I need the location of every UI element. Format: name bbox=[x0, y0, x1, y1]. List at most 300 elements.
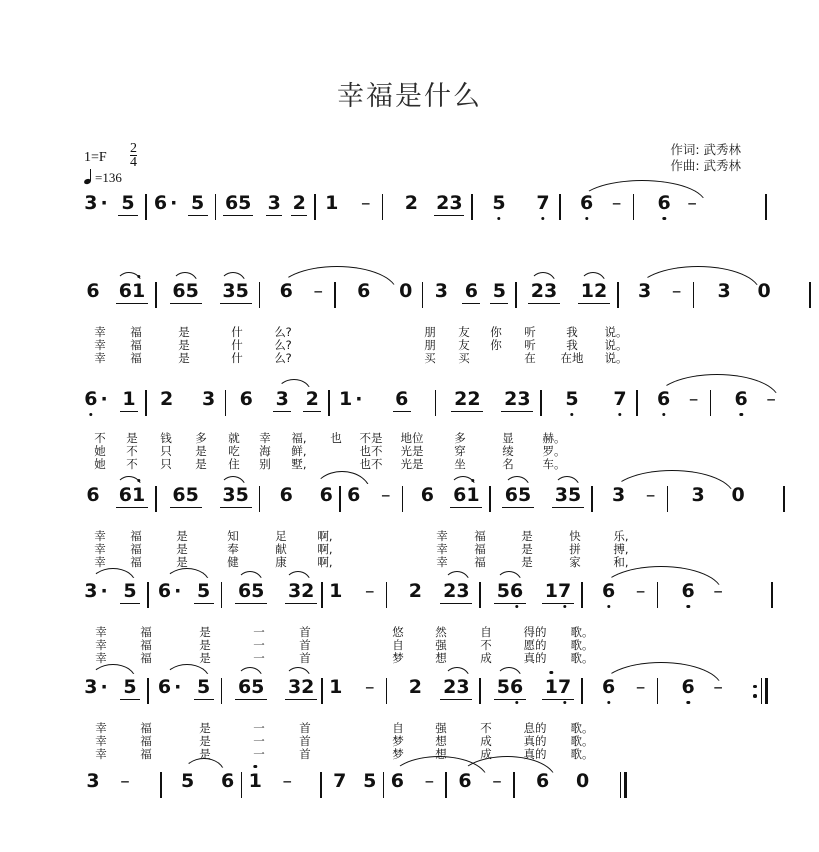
note: 1 bbox=[120, 388, 138, 412]
lyric-cell: 乐, 搏, 和, bbox=[613, 529, 629, 569]
barline bbox=[155, 486, 157, 512]
barline bbox=[145, 194, 147, 220]
lyric-cell: 足 献 康 bbox=[275, 529, 287, 569]
barline bbox=[155, 282, 157, 308]
measure bbox=[267, 484, 335, 506]
barline bbox=[617, 282, 619, 308]
lyric-cell: 自 梦 梦 bbox=[392, 721, 404, 761]
measure bbox=[327, 676, 379, 698]
note-pair: 56 bbox=[494, 676, 526, 700]
note: 3 · bbox=[84, 580, 108, 602]
note-pair: 12 bbox=[578, 280, 610, 304]
meter-denominator: 4 bbox=[130, 155, 137, 170]
measure bbox=[454, 770, 506, 792]
lyric-cell: 不 成 成 bbox=[480, 721, 492, 761]
time-signature bbox=[130, 142, 137, 169]
lyric-cell: 不 她 她 bbox=[94, 431, 106, 471]
lyrics-row bbox=[0, 432, 819, 474]
note: 6 bbox=[279, 280, 293, 302]
note: 6 bbox=[239, 388, 253, 410]
sustain-dash: – bbox=[713, 676, 723, 698]
lyric-cell: 歌。 歌。 歌。 bbox=[570, 721, 594, 761]
measure bbox=[390, 192, 464, 216]
lyric-cell: 是 是 是 bbox=[176, 529, 188, 569]
barline bbox=[591, 486, 593, 512]
measure bbox=[675, 484, 747, 506]
music-line-4 bbox=[0, 484, 819, 572]
lyric-cell: 福 福 福 bbox=[130, 529, 142, 569]
measure bbox=[154, 192, 208, 216]
lyric-cell: 友 友 买 bbox=[458, 325, 470, 365]
note-pair: 23 bbox=[501, 388, 533, 412]
barline bbox=[633, 194, 635, 220]
barline bbox=[540, 390, 542, 416]
lyric-cell: 么? 么? 么? bbox=[274, 325, 292, 365]
barline bbox=[479, 582, 481, 608]
lyrics-row bbox=[0, 530, 819, 572]
note: 6 bbox=[601, 580, 616, 602]
measure bbox=[154, 388, 218, 410]
note-pair: 61 bbox=[116, 484, 148, 508]
note: 3 bbox=[273, 388, 291, 412]
barline bbox=[657, 678, 659, 704]
barline bbox=[581, 582, 583, 608]
meter-numerator: 2 bbox=[130, 141, 137, 156]
measure bbox=[84, 484, 148, 508]
sustain-dash: – bbox=[313, 280, 323, 302]
measure bbox=[488, 580, 574, 604]
music-line-3 bbox=[0, 388, 819, 474]
rest: 0 bbox=[731, 484, 745, 506]
note: 6 · bbox=[157, 676, 182, 698]
measure bbox=[164, 484, 252, 508]
barline bbox=[259, 282, 261, 308]
note-row bbox=[0, 192, 819, 236]
lyric-cell: 显 绫 名 bbox=[502, 431, 514, 471]
measure bbox=[665, 676, 727, 698]
lyric-cell: 什 什 什 bbox=[231, 325, 243, 365]
lyric-cell: 得的 愿的 真的 bbox=[523, 625, 547, 665]
lyric-cell: 是 不 不 bbox=[126, 431, 138, 471]
note-row bbox=[0, 676, 819, 720]
barline bbox=[339, 486, 341, 512]
measure bbox=[645, 388, 703, 410]
note: 1 bbox=[325, 192, 339, 214]
lyrics-row bbox=[0, 326, 819, 368]
lyric-cell: 也 bbox=[330, 431, 342, 445]
measure bbox=[84, 676, 140, 700]
note: 2 bbox=[292, 192, 306, 214]
note: 5 bbox=[188, 192, 208, 216]
key-signature: 1=F bbox=[84, 150, 107, 165]
measure bbox=[410, 484, 482, 508]
sustain-dash: – bbox=[687, 192, 697, 214]
note: 6 bbox=[390, 770, 404, 792]
lyric-cell: 福 福 福 bbox=[140, 625, 152, 665]
barline bbox=[771, 582, 773, 608]
lyric-cell: 息的 真的 真的 bbox=[523, 721, 547, 761]
barline bbox=[667, 486, 669, 512]
lyric-cell: 自 不 成 bbox=[480, 625, 492, 665]
sustain-dash: – bbox=[766, 388, 776, 410]
barline bbox=[147, 678, 149, 704]
sustain-dash: – bbox=[282, 770, 292, 792]
note-pair: 17 bbox=[542, 580, 574, 604]
barline bbox=[321, 582, 323, 608]
barline bbox=[221, 582, 223, 608]
note: 6 bbox=[462, 280, 480, 304]
barline bbox=[147, 582, 149, 608]
note: 3 bbox=[717, 280, 731, 302]
quarter-note-icon bbox=[84, 171, 95, 184]
rest: 0 bbox=[399, 280, 413, 302]
note-pair: 22 bbox=[451, 388, 483, 412]
note: 5 bbox=[118, 192, 138, 216]
note-pair: 23 bbox=[440, 580, 472, 604]
lyric-cell: 幸 海 别 bbox=[259, 431, 271, 471]
barline bbox=[581, 678, 583, 704]
note: 2 bbox=[303, 388, 321, 412]
lyric-cell: 就 吃 住 bbox=[228, 431, 240, 471]
lyric-cell: 福 福 福 bbox=[130, 325, 142, 365]
lyric-cell: 一 一 一 bbox=[253, 625, 265, 665]
note: 3 bbox=[434, 280, 448, 302]
note: 6 bbox=[279, 484, 293, 506]
note-row bbox=[0, 280, 819, 324]
measure bbox=[600, 484, 660, 506]
measure bbox=[229, 580, 317, 604]
measure bbox=[156, 580, 214, 604]
measure bbox=[169, 770, 237, 792]
note-pair: 65 bbox=[224, 192, 252, 214]
note-pair: 23 bbox=[440, 676, 472, 700]
lyric-cell: 是 是 是 bbox=[178, 325, 190, 365]
sustain-dash: – bbox=[611, 192, 622, 214]
measure bbox=[246, 770, 296, 792]
tempo-marking bbox=[84, 170, 122, 186]
lyric-cell: 地位 光是 光是 bbox=[400, 431, 424, 471]
sustain-dash: – bbox=[120, 770, 130, 792]
note: 1 bbox=[329, 676, 343, 698]
sustain-dash: – bbox=[365, 580, 375, 602]
page-title: 幸福是什么 bbox=[337, 81, 482, 112]
repeat-dots bbox=[753, 678, 757, 704]
note: 6 bbox=[681, 676, 695, 698]
note-row bbox=[0, 770, 819, 814]
measure bbox=[84, 192, 138, 216]
lyric-cell: 快 拼 家 bbox=[569, 529, 581, 569]
note: 6 bbox=[601, 676, 616, 698]
measure bbox=[329, 770, 379, 792]
note: 5 bbox=[492, 192, 506, 214]
note: 6 bbox=[535, 770, 550, 792]
barline bbox=[489, 486, 491, 512]
measure bbox=[488, 676, 574, 700]
music-line-2 bbox=[0, 280, 819, 368]
barline bbox=[559, 194, 561, 220]
measure bbox=[568, 192, 626, 214]
measure bbox=[626, 280, 686, 302]
measure bbox=[84, 388, 138, 412]
barline bbox=[513, 772, 515, 798]
note: 2 bbox=[408, 580, 422, 602]
barline bbox=[435, 390, 437, 416]
barline bbox=[765, 194, 767, 220]
barline bbox=[783, 486, 785, 512]
lyric-cell: 知 奉 健 bbox=[227, 529, 239, 569]
note: 6 bbox=[681, 580, 695, 602]
barline bbox=[225, 390, 227, 416]
sustain-dash: – bbox=[635, 580, 646, 602]
note: 5 bbox=[363, 770, 377, 792]
note: 2 bbox=[404, 192, 418, 214]
barline bbox=[334, 282, 336, 308]
lyric-cell: 福 福 福 bbox=[474, 529, 486, 569]
note: 6 bbox=[357, 280, 371, 302]
measure bbox=[665, 580, 727, 602]
measure bbox=[524, 280, 610, 304]
note: 7 bbox=[333, 770, 347, 792]
sustain-dash: – bbox=[381, 484, 391, 506]
note: 3 bbox=[691, 484, 705, 506]
lyrics-row bbox=[0, 626, 819, 668]
barline bbox=[314, 194, 316, 220]
note-pair: 61 bbox=[450, 484, 482, 508]
note: 5 bbox=[180, 770, 195, 792]
lyric-cell: 幸 幸 幸 bbox=[95, 721, 107, 761]
sustain-dash: – bbox=[645, 484, 656, 506]
credits-block bbox=[670, 142, 741, 174]
note: 3 bbox=[86, 770, 100, 792]
note-pair: 23 bbox=[528, 280, 560, 304]
note: 5 bbox=[565, 388, 579, 410]
lyric-cell: 不是 也不 也不 bbox=[359, 431, 383, 471]
lyrics-row bbox=[0, 722, 819, 764]
barline bbox=[221, 678, 223, 704]
music-line-5 bbox=[0, 580, 819, 668]
note: 2 bbox=[159, 388, 174, 410]
lyric-cell: 多 是 是 bbox=[195, 431, 207, 471]
note-pair: 65 bbox=[235, 676, 267, 700]
lyric-cell: 首 首 首 bbox=[299, 625, 311, 665]
barline bbox=[215, 194, 217, 220]
note-pair: 65 bbox=[235, 580, 267, 604]
key-tempo-block bbox=[84, 141, 214, 194]
tempo-value: =136 bbox=[95, 170, 122, 185]
note: 6 bbox=[86, 280, 100, 302]
note-pair: 32 bbox=[285, 580, 317, 604]
note: 6 bbox=[656, 388, 671, 410]
barline bbox=[809, 282, 811, 308]
note: 5 bbox=[194, 676, 214, 700]
sustain-dash: – bbox=[492, 770, 502, 792]
measure bbox=[549, 388, 629, 410]
note-row bbox=[0, 580, 819, 624]
note: 3 bbox=[267, 192, 281, 214]
barline bbox=[515, 282, 517, 308]
barline bbox=[383, 772, 385, 798]
lyric-cell: 是 是 是 bbox=[199, 721, 211, 761]
barline bbox=[259, 486, 261, 512]
measure bbox=[323, 192, 375, 214]
note: 3 · bbox=[84, 192, 108, 214]
lyric-cell: 朋 朋 买 bbox=[424, 325, 436, 365]
note-pair: 65 bbox=[502, 484, 534, 508]
note: 5 bbox=[490, 280, 508, 304]
note: 6 · bbox=[84, 388, 108, 410]
final-barline bbox=[620, 772, 628, 798]
lyric-cell: 听 听 在 bbox=[524, 325, 536, 365]
lyric-cell: 然 强 想 bbox=[435, 625, 447, 665]
note: 6 bbox=[220, 770, 235, 792]
measure bbox=[84, 280, 148, 304]
measure bbox=[718, 388, 780, 410]
barline bbox=[145, 390, 147, 416]
measure bbox=[84, 770, 134, 792]
note-pair: 35 bbox=[220, 280, 252, 304]
lyric-cell: 是 是 是 bbox=[199, 625, 211, 665]
measure bbox=[590, 676, 650, 698]
measure bbox=[84, 580, 140, 604]
barline bbox=[471, 194, 473, 220]
note: 7 bbox=[613, 388, 627, 410]
measure bbox=[430, 280, 508, 304]
note: 1 bbox=[329, 580, 343, 602]
lyricist-credit: 作词: 武秀林 bbox=[670, 142, 741, 157]
sustain-dash: – bbox=[635, 676, 646, 698]
note: 6 bbox=[319, 484, 333, 506]
measure bbox=[267, 280, 327, 302]
note: 6 bbox=[86, 484, 100, 506]
note: 3 bbox=[637, 280, 652, 302]
note-row bbox=[0, 388, 819, 432]
lyric-cell: 悠 自 梦 bbox=[392, 625, 404, 665]
note: 6 bbox=[347, 484, 361, 506]
music-line-7 bbox=[0, 770, 819, 814]
note-pair: 35 bbox=[552, 484, 584, 508]
note-pair: 32 bbox=[285, 676, 317, 700]
measure bbox=[443, 388, 533, 412]
lyric-cell: 多 穿 坐 bbox=[454, 431, 466, 471]
measure bbox=[641, 192, 701, 214]
note: 1 · bbox=[339, 388, 363, 410]
note: 5 bbox=[194, 580, 214, 604]
barline bbox=[160, 772, 162, 798]
note: 3 bbox=[611, 484, 626, 506]
lyric-cell: 幸 幸 幸 bbox=[94, 325, 106, 365]
lyric-cell: 首 首 首 bbox=[299, 721, 311, 761]
note: 6 bbox=[420, 484, 434, 506]
lyric-cell: 钱 只 只 bbox=[160, 431, 172, 471]
note-pair: 61 bbox=[116, 280, 148, 304]
measure bbox=[343, 280, 415, 302]
note: 6 · bbox=[153, 192, 178, 214]
sustain-dash: – bbox=[424, 770, 435, 792]
measure bbox=[233, 388, 321, 412]
barline bbox=[328, 390, 330, 416]
note: 5 bbox=[120, 676, 140, 700]
sustain-dash: – bbox=[671, 280, 682, 302]
barline bbox=[636, 390, 638, 416]
note-pair: 65 bbox=[170, 484, 202, 508]
lyric-cell: 赫。 罗。 车。 bbox=[542, 431, 566, 471]
note: 6 bbox=[458, 770, 472, 792]
measure bbox=[480, 192, 552, 214]
barline bbox=[479, 678, 481, 704]
barline bbox=[386, 678, 388, 704]
music-line-6 bbox=[0, 676, 819, 764]
measure bbox=[164, 280, 252, 304]
barline bbox=[422, 282, 424, 308]
measure bbox=[590, 580, 650, 602]
repeat-end-barline bbox=[761, 678, 769, 704]
barline bbox=[382, 194, 384, 220]
lyric-cell: 幸 幸 幸 bbox=[94, 529, 106, 569]
barline bbox=[321, 678, 323, 704]
lyric-cell: 强 想 想 bbox=[435, 721, 447, 761]
barline bbox=[320, 772, 322, 798]
note: 6 bbox=[393, 388, 411, 412]
note-pair: 35 bbox=[220, 484, 252, 508]
measure bbox=[522, 770, 592, 792]
barline bbox=[241, 772, 243, 798]
note: 3 bbox=[201, 388, 216, 410]
note-pair: 17 bbox=[542, 676, 574, 700]
barline bbox=[386, 582, 388, 608]
sustain-dash: – bbox=[365, 676, 375, 698]
measure bbox=[229, 676, 317, 700]
note: 7 bbox=[536, 192, 550, 214]
lyric-cell: 幸 幸 幸 bbox=[436, 529, 448, 569]
lyric-cell: 福 福 福 bbox=[140, 721, 152, 761]
rest: 0 bbox=[575, 770, 590, 792]
measure bbox=[337, 388, 411, 412]
sustain-dash: – bbox=[361, 192, 371, 214]
note: 2 bbox=[408, 676, 422, 698]
lyric-cell: 我 我 在地 bbox=[560, 325, 584, 365]
composer-credit: 作曲: 武秀林 bbox=[670, 158, 741, 173]
measure bbox=[388, 770, 438, 792]
measure bbox=[156, 676, 214, 700]
measure bbox=[327, 580, 379, 602]
lyric-cell: 福, 鲜, 墅, bbox=[291, 431, 307, 471]
lyric-cell: 一 一 一 bbox=[253, 721, 265, 761]
lyric-cell: 是 是 是 bbox=[521, 529, 533, 569]
note-pair: 23 bbox=[436, 192, 463, 214]
sustain-dash: – bbox=[713, 580, 723, 602]
barline bbox=[693, 282, 695, 308]
note-row bbox=[0, 484, 819, 528]
measure bbox=[498, 484, 584, 508]
measure bbox=[394, 580, 472, 604]
lyric-cell: 歌。 歌。 歌。 bbox=[570, 625, 594, 665]
lyric-cell: 你 你 bbox=[490, 325, 502, 352]
note-pair: 56 bbox=[494, 580, 526, 604]
note: 1 bbox=[248, 770, 262, 792]
lyric-cell: 说。 说。 说。 bbox=[604, 325, 628, 365]
music-line-1 bbox=[0, 192, 819, 236]
lyric-cell: 啊, 啊, 啊, bbox=[317, 529, 333, 569]
sustain-dash: – bbox=[688, 388, 699, 410]
barline bbox=[445, 772, 447, 798]
rest: 0 bbox=[757, 280, 771, 302]
note: 5 bbox=[120, 580, 140, 604]
lyric-cell: 幸 幸 幸 bbox=[95, 625, 107, 665]
measure bbox=[223, 192, 307, 216]
note: 3 · bbox=[84, 676, 108, 698]
barline bbox=[402, 486, 404, 512]
measure bbox=[345, 484, 395, 506]
